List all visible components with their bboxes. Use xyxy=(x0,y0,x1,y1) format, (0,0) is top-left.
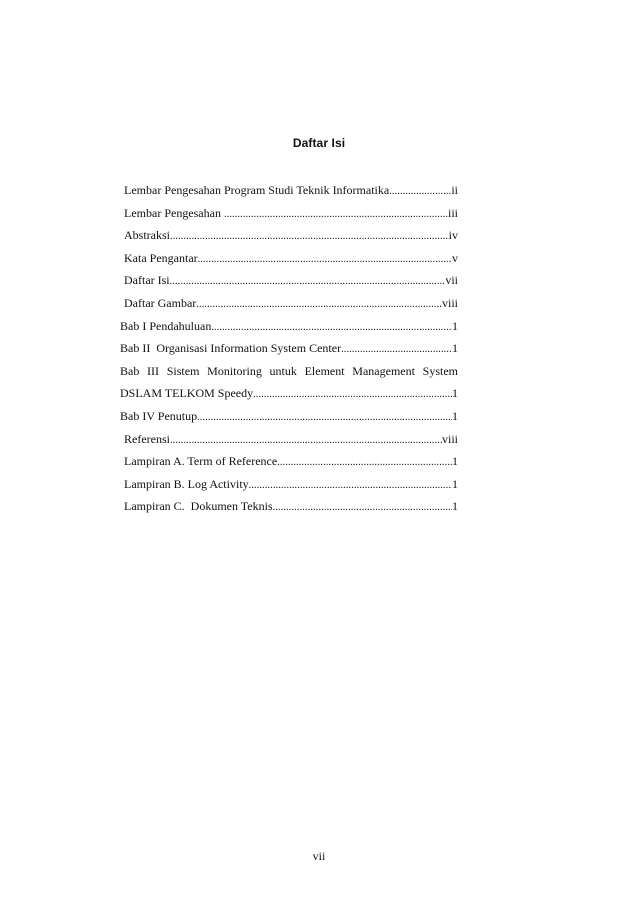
toc-entry[interactable] xyxy=(120,337,458,360)
toc-entry[interactable] xyxy=(120,428,458,451)
toc-entry-label: Referensi xyxy=(124,431,170,446)
toc-entry-page: 1 xyxy=(452,386,458,401)
dot-leader xyxy=(341,339,452,360)
dot-leader xyxy=(277,452,452,473)
toc-entry-label: Kata Pengantar xyxy=(124,250,198,265)
dot-leader xyxy=(197,407,452,428)
toc-entry-page: 1 xyxy=(452,318,458,333)
dot-leader xyxy=(170,226,449,247)
toc-entry-page: 1 xyxy=(452,499,458,514)
dot-leader xyxy=(253,384,452,405)
toc-entry-page: iv xyxy=(448,228,458,243)
toc-entry[interactable] xyxy=(120,495,458,518)
toc-entry-label: Lembar Pengesahan xyxy=(124,205,224,220)
toc-entry-page: 1 xyxy=(452,476,458,491)
toc-entry[interactable] xyxy=(120,292,458,315)
dot-leader xyxy=(170,271,446,292)
toc-entry[interactable] xyxy=(120,360,458,383)
page-number: vii xyxy=(312,849,326,863)
toc-entry-page: ii xyxy=(451,183,458,197)
toc-entry[interactable] xyxy=(120,179,458,202)
dot-leader xyxy=(196,294,442,315)
toc-entry-page: 1 xyxy=(452,341,458,356)
toc-entry-page: viii xyxy=(441,295,458,310)
dot-leader xyxy=(224,204,448,225)
dot-leader xyxy=(389,181,451,202)
toc-entry[interactable] xyxy=(120,269,458,292)
toc-entry-label: Lampiran B. Log Activity xyxy=(124,476,249,491)
toc-entry[interactable] xyxy=(120,315,458,338)
toc-entry[interactable] xyxy=(120,450,458,473)
toc-entry[interactable] xyxy=(120,473,458,496)
toc-entry-label: DSLAM TELKOM Speedy xyxy=(120,386,254,401)
toc-entry-page: 1 xyxy=(452,408,458,423)
toc-entry-label: Lampiran A. Term of Reference xyxy=(124,454,278,469)
toc-entry[interactable] xyxy=(120,224,458,247)
toc-entry-label: Abstraksi xyxy=(124,228,170,243)
toc-entry[interactable] xyxy=(120,247,458,270)
toc-entry-page: vii xyxy=(445,273,458,288)
toc-entry-label: Bab I Pendahuluan xyxy=(120,318,212,333)
toc-entry-label: Daftar Isi xyxy=(124,273,170,288)
dot-leader xyxy=(249,475,452,496)
toc-entry-label: Bab IV Penutup xyxy=(120,408,198,423)
page-title: Daftar Isi xyxy=(292,136,346,150)
toc-entry-page: viii xyxy=(441,431,458,446)
toc-entry-page: 1 xyxy=(452,454,458,469)
toc-entry[interactable] xyxy=(120,405,458,428)
toc-entry-label: Bab II Organisasi Information System Center xyxy=(120,341,342,356)
toc-entry-label: Daftar Gambar xyxy=(124,295,197,310)
table-of-contents xyxy=(120,179,458,518)
toc-entry-page: v xyxy=(452,250,458,265)
toc-entry[interactable] xyxy=(120,382,458,405)
dot-leader xyxy=(273,497,452,518)
toc-entry-label: Bab III Sistem Monitoring untuk Element Management System xyxy=(120,363,458,378)
toc-entry[interactable] xyxy=(120,202,458,225)
toc-entry-label: Lampiran C. Dokumen Teknis xyxy=(124,499,273,514)
dot-leader xyxy=(198,249,452,270)
dot-leader xyxy=(211,317,452,338)
toc-entry-label: Lembar Pengesahan Program Studi Teknik Informatika xyxy=(124,183,390,197)
dot-leader xyxy=(170,430,442,451)
toc-entry-page: iii xyxy=(447,205,458,220)
